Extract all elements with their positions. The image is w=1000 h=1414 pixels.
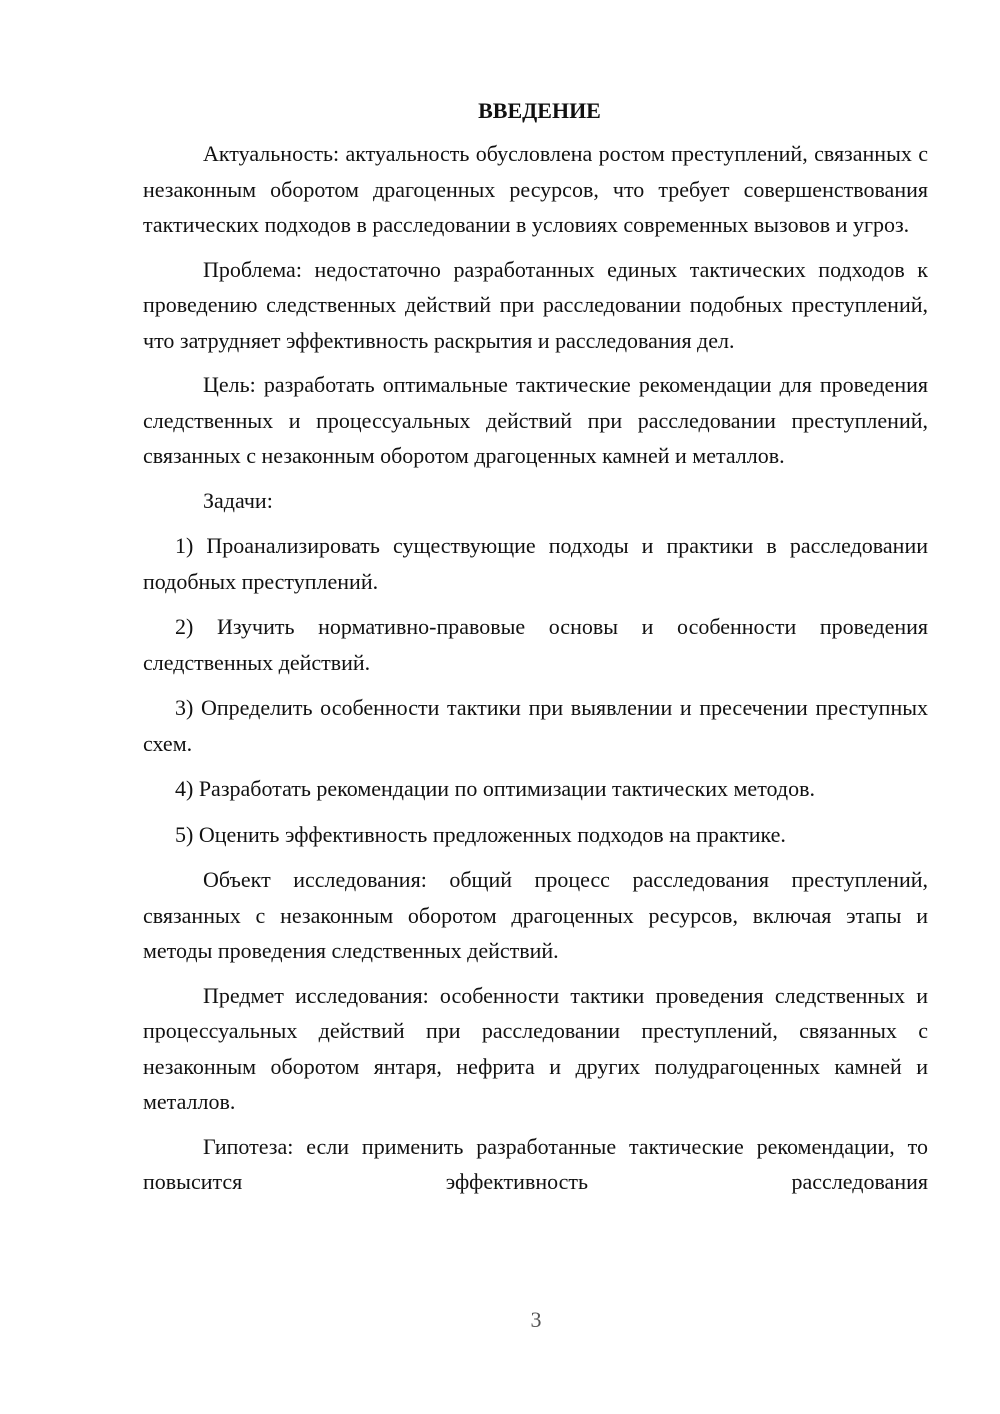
tasks-heading: Задачи: xyxy=(203,487,273,513)
task-item-3: 3) Определить особенности тактики при выявлении и пресечении преступных схем. xyxy=(143,695,928,756)
paragraph-relevance: Актуальность: актуальность обусловлена ростом преступлений, связанных с незаконным оборотом драгоценных ресурсов, что требует совершенствования тактических подходов в расследовании в условиях современных вызовов и угроз. xyxy=(143,141,928,237)
paragraph-hypothesis: Гипотеза: если применить разработанные тактические рекомендации, то повысится эффективность расследования xyxy=(143,1133,928,1194)
task-item-5: 5) Оценить эффективность предложенных подходов на практике. xyxy=(175,821,786,847)
paragraph-object: Объект исследования: общий процесс расследования преступлений, связанных с незаконным оборотом драгоценных ресурсов, включая этапы и методы проведения следственных действий. xyxy=(143,867,928,963)
paragraph-goal: Цель: разработать оптимальные тактические рекомендации для проведения следственных и процессуальных действий при расследовании преступлений, связанных с незаконным оборотом драгоценных камней и металлов. xyxy=(143,372,928,468)
page-title: ВВЕДЕНИЕ xyxy=(478,98,601,123)
paragraph-subject: Предмет исследования: особенности тактики проведения следственных и процессуальных действий при расследовании преступлений, связанных с незаконным оборотом янтаря, нефрита и других полудрагоценных камней и металлов. xyxy=(143,982,928,1114)
task-item-2: 2) Изучить нормативно-правовые основы и особенности проведения следственных действий. xyxy=(143,614,928,675)
task-item-1: 1) Проанализировать существующие подходы и практики в расследовании подобных преступлений. xyxy=(143,533,928,594)
task-item-4: 4) Разработать рекомендации по оптимизации тактических методов. xyxy=(175,776,815,801)
page-number: 3 xyxy=(530,1307,542,1332)
page-body xyxy=(143,96,928,1209)
paragraph-problem: Проблема: недостаточно разработанных единых тактических подходов к проведению следственных действий при расследовании подобных преступлений, что затрудняет эффективность раскрытия и расследования дел. xyxy=(143,256,928,353)
